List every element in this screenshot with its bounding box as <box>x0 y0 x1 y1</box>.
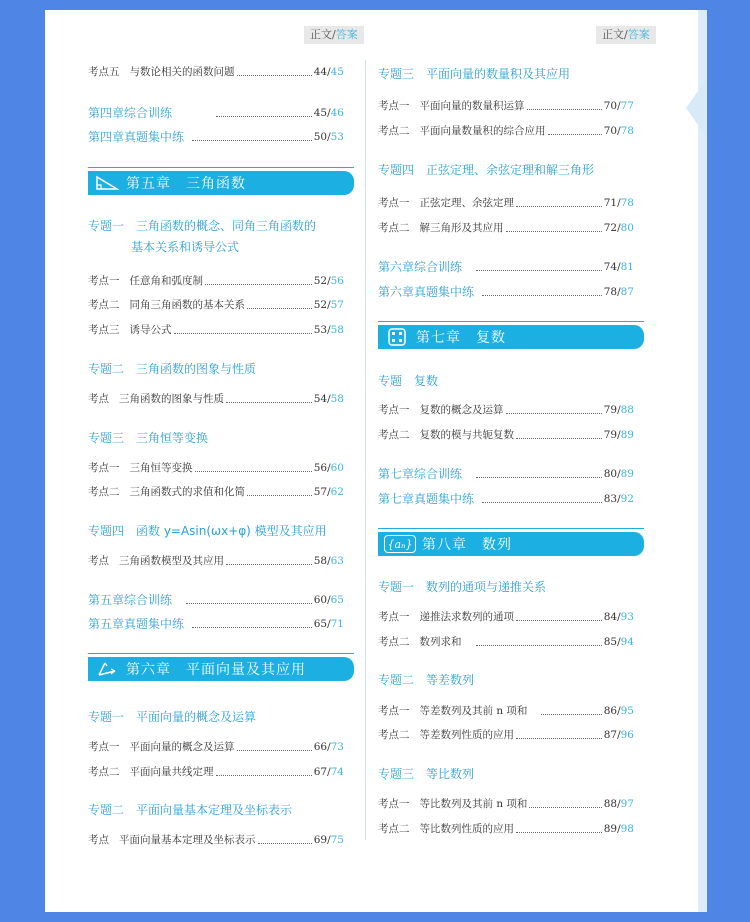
entry-name: 三角函数的图象与性质 <box>119 393 224 405</box>
topic-heading[interactable]: 专题二 三角函数的图象与性质 <box>88 362 257 376</box>
toc-entry[interactable] <box>88 484 344 499</box>
topic-heading[interactable]: 专题四 函数 y=Asin(ωx+φ) 模型及其应用 <box>88 524 327 538</box>
entry-page: 80/89 <box>603 467 634 480</box>
entry-name: 平面向量的数量积运算 <box>419 100 525 112</box>
entry-page: 87/96 <box>603 728 634 741</box>
entry-page: 74/81 <box>603 260 634 273</box>
entry-name: 三角函数模型及其应用 <box>119 555 224 567</box>
entry-code: 考点 <box>88 834 109 846</box>
entry-code: 考点一 <box>88 741 120 753</box>
entry-page: 58/63 <box>313 554 344 567</box>
entry-code: 考点二 <box>378 125 410 137</box>
header-answer-label: 答案 <box>627 28 650 41</box>
entry-page: 52/57 <box>313 298 344 311</box>
toc-entry[interactable] <box>88 460 344 475</box>
topic-heading-line2: 基本关系和诱导公式 <box>131 240 240 254</box>
entry-name: 三角函数式的求值和化简 <box>129 486 245 498</box>
entry-code: 考点二 <box>378 636 410 648</box>
toc-entry[interactable] <box>88 739 344 754</box>
chapter-summary-link[interactable] <box>378 283 634 300</box>
entry-name: 等比数列及其前 n 项和 <box>419 798 528 810</box>
entry-code: 考点 <box>88 393 109 405</box>
entry-page: 79/89 <box>603 428 634 441</box>
entry-page: 70/78 <box>603 124 634 137</box>
entry-page: 69/75 <box>313 833 344 846</box>
entry-page: 72/80 <box>603 221 634 234</box>
triangle-ruler-icon <box>94 174 120 192</box>
entry-name: 任意角和弧度制 <box>129 275 203 287</box>
header-main-label: 正文 <box>310 28 332 41</box>
entry-name: 平面向量共线定理 <box>129 766 214 778</box>
entry-page: 45/46 <box>313 106 344 119</box>
entry-page: 50/53 <box>313 130 344 143</box>
entry-code: 考点一 <box>88 462 120 474</box>
entry-page: 66/73 <box>313 740 344 753</box>
entry-code: 考点一 <box>88 275 120 287</box>
entry-name: 解三角形及其应用 <box>419 222 504 234</box>
toc-entry[interactable] <box>378 727 634 742</box>
sequence-icon: {aₙ} <box>384 535 416 553</box>
entry-code: 考点一 <box>378 705 410 717</box>
entry-page: 65/71 <box>313 617 344 630</box>
entry-page: 44/45 <box>313 65 344 78</box>
entry-code: 考点二 <box>378 823 410 835</box>
entry-code: 考点五 <box>88 66 120 78</box>
entry-page: 60/65 <box>313 593 344 606</box>
entry-page: 79/88 <box>603 403 634 416</box>
entry-code: 考点 <box>88 555 109 567</box>
entry-name: 三角恒等变换 <box>129 462 193 474</box>
entry-page: 67/74 <box>313 765 344 778</box>
entry-code: 考点一 <box>378 798 410 810</box>
entry-page: 78/87 <box>603 285 634 298</box>
entry-code: 考点二 <box>378 429 410 441</box>
topic-heading[interactable]: 专题二 平面向量基本定理及坐标表示 <box>88 803 293 817</box>
chapter-8-banner[interactable] <box>378 532 644 556</box>
summary-label: 第四章真题集中练 <box>88 130 185 144</box>
toc-entry[interactable] <box>88 832 344 847</box>
header-sep: / <box>332 28 336 41</box>
chapter-summary-link[interactable] <box>88 591 344 608</box>
toc-entry[interactable] <box>378 634 634 649</box>
toc-entry[interactable] <box>378 821 634 836</box>
entry-page: 57/62 <box>313 485 344 498</box>
toc-entry[interactable] <box>88 553 344 568</box>
toc-entry[interactable] <box>88 273 344 288</box>
entry-code: 考点二 <box>88 766 120 778</box>
entry-name: 平面向量基本定理及坐标表示 <box>119 834 256 846</box>
toc-entry[interactable] <box>378 609 634 624</box>
topic-heading[interactable]: 专题一 三角函数的概念、同角三角函数的 <box>88 219 317 233</box>
entry-name: 平面向量数量积的综合应用 <box>419 125 546 137</box>
header-ribbon-right <box>596 26 656 44</box>
entry-name: 数列求和 <box>419 636 462 648</box>
entry-name: 等比数列性质的应用 <box>419 823 514 835</box>
toc-entry[interactable] <box>88 64 344 79</box>
chapter-summary-link[interactable] <box>88 128 344 145</box>
chapter-summary-link[interactable] <box>378 490 634 507</box>
topic-heading[interactable]: 专题 复数 <box>378 374 439 388</box>
summary-label: 第六章综合训练 <box>378 260 463 274</box>
chapter-summary-link[interactable] <box>378 258 634 275</box>
entry-page: 84/93 <box>603 610 634 623</box>
chapter-summary-link[interactable] <box>88 615 344 632</box>
entry-page: 52/56 <box>313 274 344 287</box>
entry-page: 54/58 <box>313 392 344 405</box>
entry-name: 平面向量的概念及运算 <box>129 741 235 753</box>
entry-code: 考点一 <box>378 404 410 416</box>
chapter-7-banner[interactable] <box>378 325 644 349</box>
chapter-summary-link[interactable] <box>378 465 634 482</box>
toc-entry[interactable] <box>378 195 634 210</box>
entry-page: 56/60 <box>313 461 344 474</box>
entry-code: 考点一 <box>378 100 410 112</box>
toc-entry[interactable] <box>378 402 634 417</box>
entry-code: 考点一 <box>378 611 410 623</box>
summary-label: 第六章真题集中练 <box>378 285 475 299</box>
toc-entry[interactable] <box>378 703 634 718</box>
toc-entry[interactable] <box>378 220 634 235</box>
chapter-title: 第七章 复数 <box>416 330 506 346</box>
toc-entry[interactable] <box>88 391 344 406</box>
chapter-title: 第八章 数列 <box>422 537 512 553</box>
entry-code: 考点二 <box>378 729 410 741</box>
topic-heading[interactable]: 专题二 等差数列 <box>378 673 475 687</box>
toc-entry[interactable] <box>378 796 634 811</box>
entry-name: 复数的概念及运算 <box>419 404 504 416</box>
entry-code: 考点二 <box>378 222 410 234</box>
page-side-tab <box>686 80 706 136</box>
entry-code: 考点一 <box>378 197 410 209</box>
entry-page: 86/95 <box>603 704 634 717</box>
entry-name: 同角三角函数的基本关系 <box>129 299 245 311</box>
entry-name: 等差数列及其前 n 项和 <box>419 705 528 717</box>
topic-heading[interactable]: 专题三 平面向量的数量积及其应用 <box>378 67 571 81</box>
entry-name: 递推法求数列的通项 <box>419 611 514 623</box>
vector-icon <box>94 660 120 678</box>
entry-code: 考点二 <box>88 299 120 311</box>
toc-entry[interactable] <box>88 322 344 337</box>
topic-heading[interactable]: 专题三 等比数列 <box>378 767 475 781</box>
entry-name: 等差数列性质的应用 <box>419 729 514 741</box>
entry-page: 83/92 <box>603 492 634 505</box>
entry-code: 考点二 <box>88 486 120 498</box>
chapter-title: 第五章 三角函数 <box>126 176 246 192</box>
entry-page: 70/77 <box>603 99 634 112</box>
toc-entry[interactable] <box>378 123 634 138</box>
header-ribbon-left <box>304 26 364 44</box>
summary-label: 第七章真题集中练 <box>378 492 475 506</box>
entry-name: 与数论相关的函数问题 <box>129 66 235 78</box>
header-main-label: 正文 <box>602 28 624 41</box>
chapter-summary-link[interactable] <box>88 104 344 121</box>
entry-name: 诱导公式 <box>129 324 172 336</box>
summary-label: 第七章综合训练 <box>378 467 463 481</box>
entry-page: 53/58 <box>313 323 344 336</box>
chapter-6-banner[interactable] <box>88 657 354 681</box>
entry-page: 89/98 <box>603 822 634 835</box>
toc-entry[interactable] <box>378 98 634 113</box>
summary-label: 第五章真题集中练 <box>88 617 185 631</box>
entry-page: 85/94 <box>603 635 634 648</box>
entry-page: 88/97 <box>603 797 634 810</box>
toc-entry[interactable] <box>88 764 344 779</box>
entry-name: 复数的模与共轭复数 <box>419 429 514 441</box>
complex-grid-icon <box>384 328 410 346</box>
page-edge-shade <box>698 10 707 912</box>
topic-heading[interactable]: 专题一 数列的通项与递推关系 <box>378 580 547 594</box>
entry-page: 71/78 <box>603 196 634 209</box>
toc-entry[interactable] <box>88 297 344 312</box>
column-divider <box>365 60 366 840</box>
summary-label: 第五章综合训练 <box>88 593 173 607</box>
chapter-5-banner[interactable] <box>88 171 354 195</box>
header-answer-label: 答案 <box>335 28 358 41</box>
entry-code: 考点三 <box>88 324 120 336</box>
entry-name: 正弦定理、余弦定理 <box>419 197 514 209</box>
header-sep: / <box>624 28 628 41</box>
topic-heading[interactable]: 专题四 正弦定理、余弦定理和解三角形 <box>378 163 595 177</box>
topic-heading[interactable]: 专题三 三角恒等变换 <box>88 431 209 445</box>
toc-entry[interactable] <box>378 427 634 442</box>
chapter-title: 第六章 平面向量及其应用 <box>126 662 306 678</box>
summary-label: 第四章综合训练 <box>88 106 173 120</box>
topic-heading[interactable]: 专题一 平面向量的概念及运算 <box>88 710 257 724</box>
